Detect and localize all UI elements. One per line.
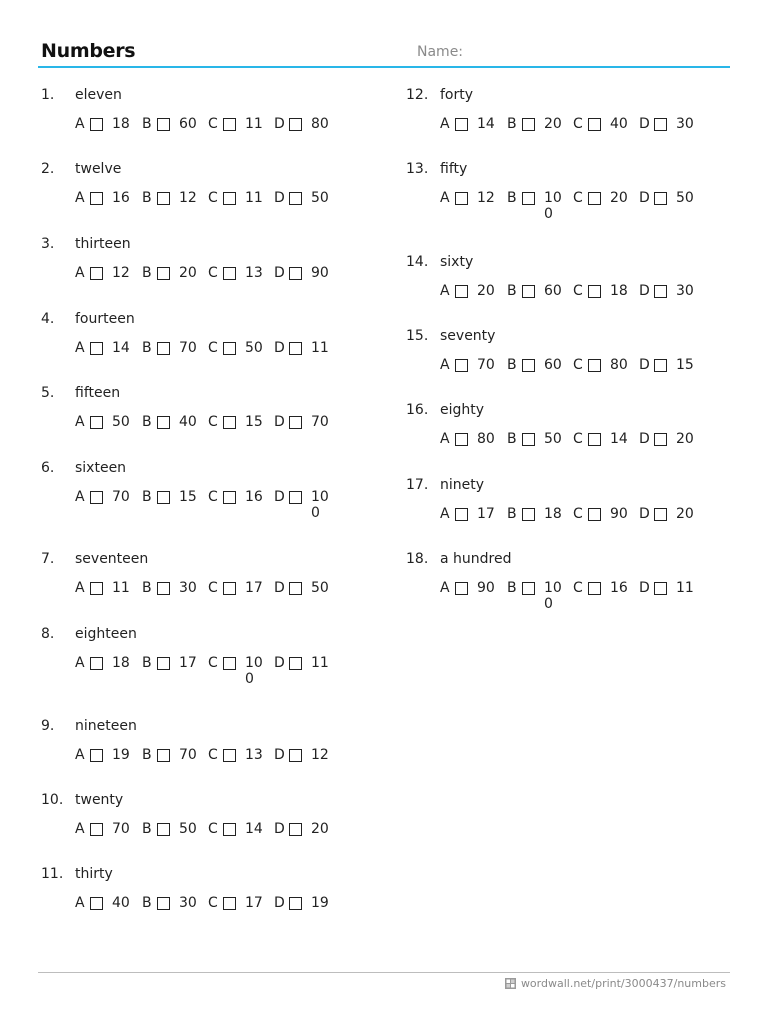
option-value: 18	[112, 655, 130, 671]
answer-checkbox[interactable]	[588, 285, 601, 298]
option-letter: D	[639, 506, 650, 522]
option-letter: B	[142, 414, 152, 430]
option-value: 20	[311, 821, 329, 837]
answer-checkbox[interactable]	[654, 118, 667, 131]
answer-checkbox[interactable]	[654, 508, 667, 521]
answer-checkbox[interactable]	[522, 508, 535, 521]
option-value: 70	[477, 357, 495, 373]
question-number: 12.	[406, 87, 429, 103]
answer-checkbox[interactable]	[588, 433, 601, 446]
option-value: 11	[311, 655, 329, 671]
answer-checkbox[interactable]	[522, 433, 535, 446]
answer-checkbox[interactable]	[455, 433, 468, 446]
answer-checkbox[interactable]	[522, 285, 535, 298]
answer-checkbox[interactable]	[654, 285, 667, 298]
option-value: 12	[311, 747, 329, 763]
option-value: 12	[112, 265, 130, 281]
answer-checkbox[interactable]	[289, 491, 302, 504]
answer-checkbox[interactable]	[522, 118, 535, 131]
answer-checkbox[interactable]	[90, 657, 103, 670]
option-value: 15	[179, 489, 197, 505]
footer	[505, 977, 726, 990]
question-word: fifteen	[75, 385, 121, 401]
page-title: Numbers	[41, 40, 136, 62]
option-value: 18	[544, 506, 562, 522]
answer-checkbox[interactable]	[289, 267, 302, 280]
question-word: eighty	[440, 402, 485, 418]
wordwall-logo-icon	[505, 978, 516, 989]
answer-checkbox[interactable]	[90, 582, 103, 595]
option-letter: A	[75, 414, 85, 430]
option-value: 18	[610, 283, 628, 299]
option-value: 11	[245, 190, 263, 206]
question-word: eleven	[75, 87, 122, 103]
question-number: 8.	[41, 626, 55, 642]
question-number: 10.	[41, 792, 64, 808]
option-value: 11	[311, 340, 329, 356]
option-letter: D	[274, 340, 285, 356]
answer-checkbox[interactable]	[455, 508, 468, 521]
option-letter: B	[142, 489, 152, 505]
name-field-label: Name:	[417, 44, 464, 60]
option-value: 20	[477, 283, 495, 299]
answer-checkbox[interactable]	[289, 118, 302, 131]
option-letter: C	[208, 580, 218, 596]
option-value: 11	[676, 580, 694, 596]
option-value: 100	[245, 655, 263, 687]
option-value: 50	[544, 431, 562, 447]
answer-checkbox[interactable]	[289, 192, 302, 205]
answer-checkbox[interactable]	[588, 582, 601, 595]
header-divider	[38, 66, 730, 68]
option-value: 14	[112, 340, 130, 356]
answer-checkbox[interactable]	[223, 342, 236, 355]
option-value: 13	[245, 747, 263, 763]
answer-checkbox[interactable]	[654, 582, 667, 595]
answer-checkbox[interactable]	[223, 491, 236, 504]
option-letter: B	[507, 580, 517, 596]
option-letter: B	[507, 116, 517, 132]
question-number: 18.	[406, 551, 429, 567]
option-value: 90	[477, 580, 495, 596]
option-letter: A	[75, 265, 85, 281]
option-value: 17	[245, 895, 263, 911]
option-letter: C	[573, 506, 583, 522]
answer-checkbox[interactable]	[654, 433, 667, 446]
question-number: 5.	[41, 385, 55, 401]
option-letter: B	[142, 190, 152, 206]
option-value: 15	[245, 414, 263, 430]
option-letter: D	[639, 431, 650, 447]
option-value: 13	[245, 265, 263, 281]
answer-checkbox[interactable]	[90, 823, 103, 836]
option-value: 40	[179, 414, 197, 430]
answer-checkbox[interactable]	[223, 582, 236, 595]
option-value: 60	[544, 357, 562, 373]
option-letter: B	[142, 580, 152, 596]
question-number: 1.	[41, 87, 55, 103]
question-word: nineteen	[75, 718, 137, 734]
option-letter: A	[75, 821, 85, 837]
answer-checkbox[interactable]	[157, 267, 170, 280]
answer-checkbox[interactable]	[223, 416, 236, 429]
option-letter: D	[274, 895, 285, 911]
option-letter: A	[75, 340, 85, 356]
answer-checkbox[interactable]	[455, 192, 468, 205]
question-number: 7.	[41, 551, 55, 567]
option-letter: C	[208, 747, 218, 763]
question-number: 9.	[41, 718, 55, 734]
option-letter: A	[440, 580, 450, 596]
answer-checkbox[interactable]	[289, 823, 302, 836]
answer-checkbox[interactable]	[223, 749, 236, 762]
option-value: 30	[676, 283, 694, 299]
option-letter: A	[440, 116, 450, 132]
answer-checkbox[interactable]	[157, 118, 170, 131]
answer-checkbox[interactable]	[289, 657, 302, 670]
footer-url[interactable]: wordwall.net/print/3000437/numbers	[520, 977, 726, 990]
option-letter: C	[208, 895, 218, 911]
option-letter: D	[639, 190, 650, 206]
option-value: 17	[245, 580, 263, 596]
question-number: 16.	[406, 402, 429, 418]
answer-checkbox[interactable]	[522, 582, 535, 595]
option-letter: B	[142, 821, 152, 837]
answer-checkbox[interactable]	[157, 491, 170, 504]
option-letter: A	[75, 580, 85, 596]
option-value: 50	[311, 580, 329, 596]
question-number: 14.	[406, 254, 429, 270]
option-letter: C	[208, 265, 218, 281]
answer-checkbox[interactable]	[90, 267, 103, 280]
answer-checkbox[interactable]	[522, 192, 535, 205]
answer-checkbox[interactable]	[588, 359, 601, 372]
answer-checkbox[interactable]	[654, 192, 667, 205]
answer-checkbox[interactable]	[588, 508, 601, 521]
answer-checkbox[interactable]	[289, 342, 302, 355]
option-value: 12	[179, 190, 197, 206]
question-word: eighteen	[75, 626, 137, 642]
option-value: 60	[179, 116, 197, 132]
question-word: a hundred	[440, 551, 512, 567]
answer-checkbox[interactable]	[90, 897, 103, 910]
option-value: 50	[245, 340, 263, 356]
option-value: 20	[676, 506, 694, 522]
option-value: 30	[179, 895, 197, 911]
option-letter: D	[639, 580, 650, 596]
option-letter: D	[274, 190, 285, 206]
answer-checkbox[interactable]	[90, 749, 103, 762]
answer-checkbox[interactable]	[223, 897, 236, 910]
option-letter: C	[208, 340, 218, 356]
option-value: 50	[112, 414, 130, 430]
option-letter: A	[75, 655, 85, 671]
option-value: 14	[610, 431, 628, 447]
option-letter: B	[142, 340, 152, 356]
answer-checkbox[interactable]	[157, 192, 170, 205]
option-value: 70	[112, 489, 130, 505]
option-letter: A	[440, 506, 450, 522]
option-letter: B	[142, 895, 152, 911]
option-value: 70	[179, 340, 197, 356]
option-letter: D	[274, 747, 285, 763]
option-value: 100	[311, 489, 329, 521]
option-letter: A	[75, 895, 85, 911]
answer-checkbox[interactable]	[223, 192, 236, 205]
option-letter: C	[208, 821, 218, 837]
option-letter: B	[507, 190, 517, 206]
option-value: 16	[112, 190, 130, 206]
question-word: seventy	[440, 328, 496, 344]
option-value: 100	[544, 190, 562, 222]
option-letter: D	[274, 655, 285, 671]
answer-checkbox[interactable]	[223, 267, 236, 280]
answer-checkbox[interactable]	[90, 118, 103, 131]
answer-checkbox[interactable]	[455, 359, 468, 372]
answer-checkbox[interactable]	[223, 657, 236, 670]
option-value: 80	[311, 116, 329, 132]
option-letter: B	[142, 655, 152, 671]
question-number: 13.	[406, 161, 429, 177]
option-letter: D	[639, 357, 650, 373]
question-word: sixteen	[75, 460, 127, 476]
answer-checkbox[interactable]	[588, 192, 601, 205]
option-letter: A	[440, 357, 450, 373]
answer-checkbox[interactable]	[157, 342, 170, 355]
question-number: 15.	[406, 328, 429, 344]
option-letter: A	[75, 190, 85, 206]
answer-checkbox[interactable]	[90, 491, 103, 504]
footer-divider	[38, 972, 730, 973]
option-value: 70	[112, 821, 130, 837]
option-letter: C	[573, 116, 583, 132]
option-value: 19	[112, 747, 130, 763]
answer-checkbox[interactable]	[90, 192, 103, 205]
answer-checkbox[interactable]	[289, 749, 302, 762]
question-number: 3.	[41, 236, 55, 252]
option-value: 30	[179, 580, 197, 596]
option-value: 70	[311, 414, 329, 430]
question-word: fourteen	[75, 311, 135, 327]
answer-checkbox[interactable]	[455, 118, 468, 131]
option-letter: C	[208, 116, 218, 132]
option-letter: C	[573, 283, 583, 299]
question-number: 6.	[41, 460, 55, 476]
answer-checkbox[interactable]	[588, 118, 601, 131]
answer-checkbox[interactable]	[289, 897, 302, 910]
answer-checkbox[interactable]	[522, 359, 535, 372]
answer-checkbox[interactable]	[654, 359, 667, 372]
question-word: thirty	[75, 866, 113, 882]
option-letter: B	[142, 747, 152, 763]
question-word: forty	[440, 87, 474, 103]
option-value: 18	[112, 116, 130, 132]
option-letter: A	[75, 747, 85, 763]
option-letter: C	[208, 190, 218, 206]
option-letter: D	[274, 580, 285, 596]
option-value: 20	[179, 265, 197, 281]
option-value: 14	[477, 116, 495, 132]
answer-checkbox[interactable]	[157, 657, 170, 670]
answer-checkbox[interactable]	[90, 416, 103, 429]
option-value: 11	[112, 580, 130, 596]
option-value: 15	[676, 357, 694, 373]
option-letter: D	[274, 265, 285, 281]
answer-checkbox[interactable]	[157, 823, 170, 836]
option-value: 80	[610, 357, 628, 373]
option-letter: A	[75, 116, 85, 132]
option-letter: C	[208, 489, 218, 505]
question-word: seventeen	[75, 551, 149, 567]
option-value: 40	[112, 895, 130, 911]
option-letter: B	[507, 283, 517, 299]
option-value: 90	[311, 265, 329, 281]
option-letter: B	[507, 506, 517, 522]
option-value: 16	[610, 580, 628, 596]
answer-checkbox[interactable]	[223, 823, 236, 836]
question-word: twelve	[75, 161, 122, 177]
option-letter: D	[274, 489, 285, 505]
answer-checkbox[interactable]	[157, 749, 170, 762]
option-letter: D	[639, 116, 650, 132]
option-letter: D	[274, 821, 285, 837]
answer-checkbox[interactable]	[289, 582, 302, 595]
option-value: 11	[245, 116, 263, 132]
option-value: 40	[610, 116, 628, 132]
question-number: 11.	[41, 866, 64, 882]
question-number: 2.	[41, 161, 55, 177]
option-letter: C	[573, 580, 583, 596]
option-value: 50	[676, 190, 694, 206]
answer-checkbox[interactable]	[289, 416, 302, 429]
option-letter: A	[440, 190, 450, 206]
option-letter: D	[639, 283, 650, 299]
answer-checkbox[interactable]	[90, 342, 103, 355]
option-letter: B	[142, 265, 152, 281]
option-value: 20	[610, 190, 628, 206]
option-letter: D	[274, 116, 285, 132]
question-word: ninety	[440, 477, 485, 493]
option-letter: C	[573, 190, 583, 206]
option-letter: C	[208, 655, 218, 671]
option-value: 17	[477, 506, 495, 522]
question-word: fifty	[440, 161, 468, 177]
question-word: thirteen	[75, 236, 131, 252]
option-value: 30	[676, 116, 694, 132]
option-letter: B	[142, 116, 152, 132]
option-value: 50	[311, 190, 329, 206]
option-value: 17	[179, 655, 197, 671]
answer-checkbox[interactable]	[157, 582, 170, 595]
option-letter: B	[507, 431, 517, 447]
option-value: 50	[179, 821, 197, 837]
option-value: 12	[477, 190, 495, 206]
option-letter: B	[507, 357, 517, 373]
answer-checkbox[interactable]	[157, 416, 170, 429]
option-value: 60	[544, 283, 562, 299]
question-number: 4.	[41, 311, 55, 327]
question-number: 17.	[406, 477, 429, 493]
option-value: 80	[477, 431, 495, 447]
option-value: 100	[544, 580, 562, 612]
option-value: 16	[245, 489, 263, 505]
question-word: sixty	[440, 254, 474, 270]
option-value: 19	[311, 895, 329, 911]
answer-checkbox[interactable]	[455, 285, 468, 298]
question-word: twenty	[75, 792, 124, 808]
option-value: 70	[179, 747, 197, 763]
option-value: 20	[676, 431, 694, 447]
option-letter: C	[573, 431, 583, 447]
option-letter: C	[573, 357, 583, 373]
answer-checkbox[interactable]	[223, 118, 236, 131]
answer-checkbox[interactable]	[455, 582, 468, 595]
option-value: 14	[245, 821, 263, 837]
option-letter: A	[440, 283, 450, 299]
option-letter: A	[75, 489, 85, 505]
answer-checkbox[interactable]	[157, 897, 170, 910]
option-value: 90	[610, 506, 628, 522]
option-letter: A	[440, 431, 450, 447]
option-letter: C	[208, 414, 218, 430]
option-value: 20	[544, 116, 562, 132]
option-letter: D	[274, 414, 285, 430]
